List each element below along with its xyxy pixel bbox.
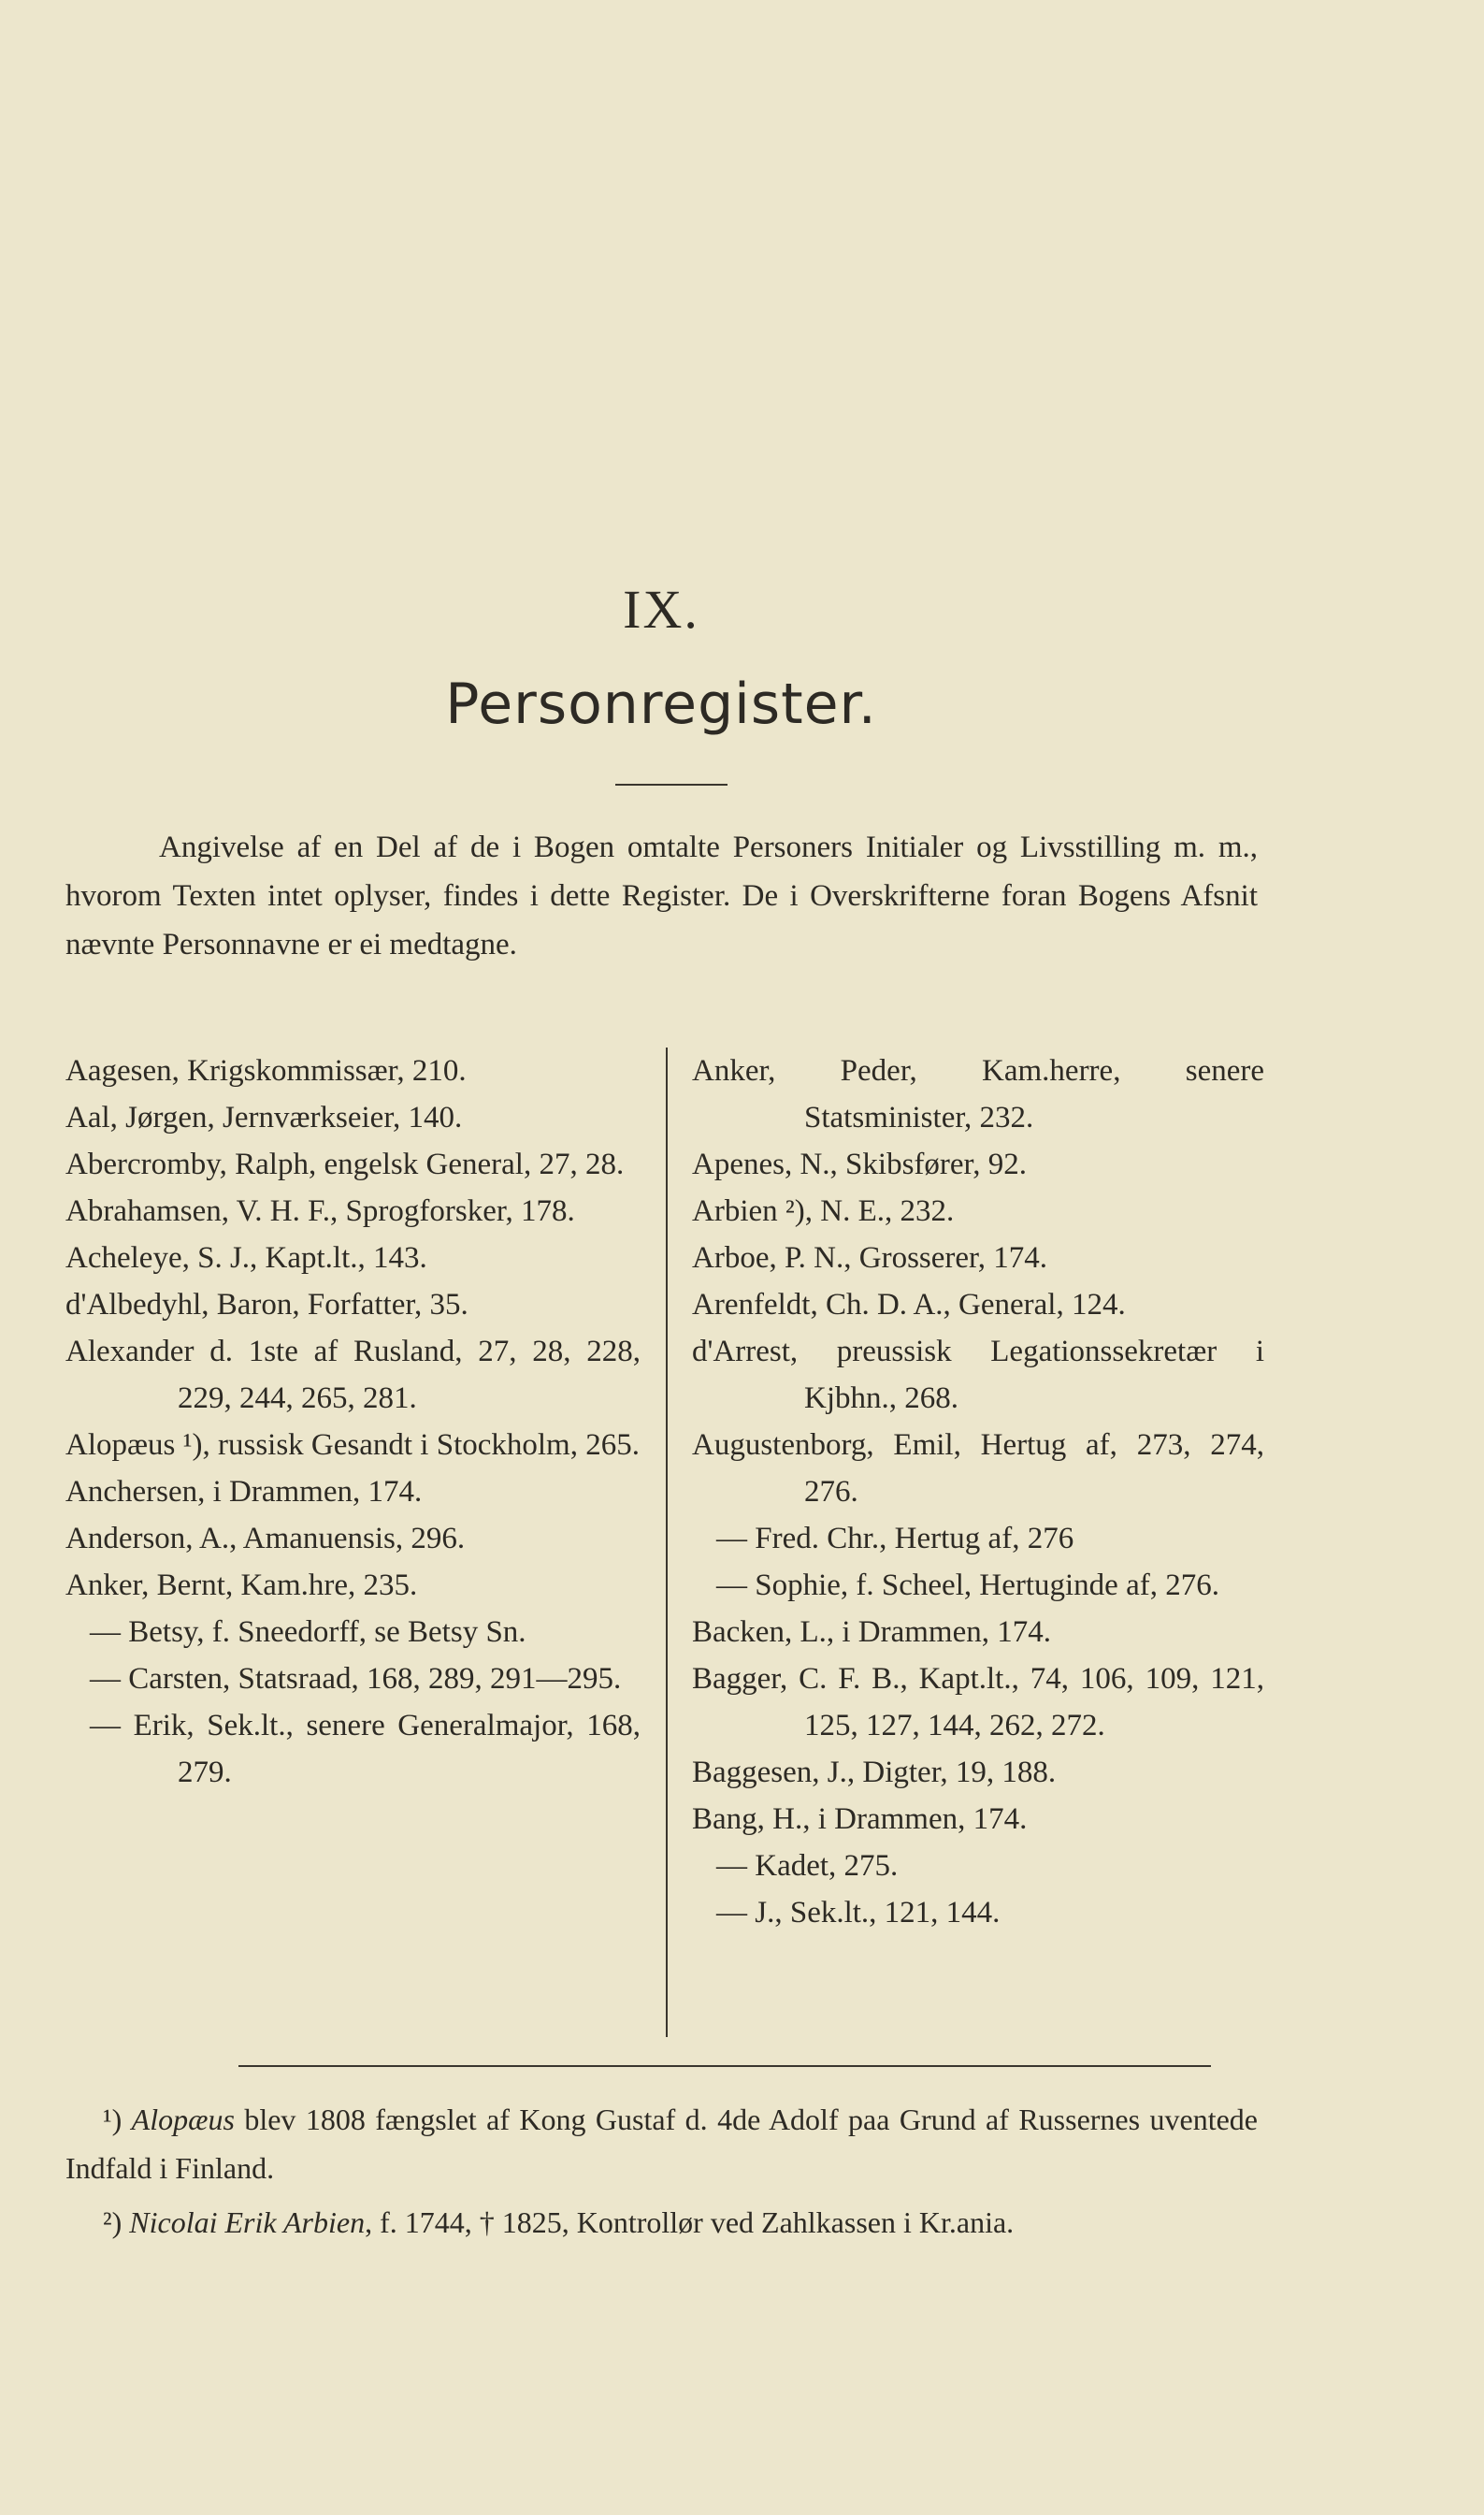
title-rule — [615, 784, 728, 786]
register-subentry: — Sophie, f. Scheel, Hertuginde af, 276. — [716, 1568, 1219, 1602]
column-divider — [666, 1048, 668, 2037]
register-entry: Arbien ²), N. E., 232. — [692, 1194, 955, 1228]
register-subentry: — Kadet, 275. — [716, 1849, 899, 1883]
register-entry: Baggesen, J., Digter, 19, 188. — [692, 1756, 1057, 1789]
register-subentry: — Carsten, Statsraad, 168, 289, 291—295. — [90, 1662, 622, 1696]
footnote-person-name: Alopæus — [131, 2103, 235, 2136]
footnotes — [65, 2095, 1258, 2252]
register-subentry: — Betsy, f. Sneedorff, se Betsy Sn. — [90, 1615, 526, 1649]
register-entry: Apenes, N., Skibsfører, 92. — [692, 1148, 1027, 1181]
footnote-mark: ¹) — [103, 2103, 132, 2136]
register-entry: Bagger, C. F. B., Kapt.lt., 74, 106, 109, 121, 125, 127, 144, 262, 272. — [692, 1662, 1264, 1742]
register-entry: Arboe, P. N., Grosserer, 174. — [692, 1241, 1047, 1275]
register-entry: Anderson, A., Amanuensis, 296. — [65, 1522, 466, 1555]
register-entry: Backen, L., i Drammen, 174. — [692, 1615, 1051, 1649]
register-entry: Abercromby, Ralph, engelsk General, 27, 28. — [65, 1148, 625, 1181]
register-entry: Anker, Bernt, Kam.hre, 235. — [65, 1568, 418, 1602]
footnote-person-name: Nicolai Erik Arbien — [129, 2205, 366, 2239]
footnote-text: blev 1808 fængslet af Kong Gustaf d. 4de Adolf paa Grund af Russernes uventede Indfald i Finland. — [65, 2103, 1259, 2185]
register-entry: Acheleye, S. J., Kapt.lt., 143. — [65, 1241, 427, 1275]
footnote — [65, 2198, 1258, 2247]
footnote-mark: ²) — [103, 2205, 130, 2239]
page-title: Personregister. — [445, 672, 877, 737]
register-entry: Alopæus ¹), russisk Gesandt i Stockholm, 265. — [65, 1428, 640, 1462]
register-column-left — [65, 1048, 641, 1796]
register-entry: Bang, H., i Drammen, 174. — [692, 1802, 1028, 1836]
register-entry: d'Albedyhl, Baron, Forfatter, 35. — [65, 1288, 468, 1322]
register-subentry: — Erik, Sek.lt., senere Generalmajor, 168, 279. — [90, 1709, 641, 1789]
register-entry: Alexander d. 1ste af Rusland, 27, 28, 228, 229, 244, 265, 281. — [65, 1335, 641, 1415]
footnote-text: , f. 1744, † 1825, Kontrollør ved Zahlkassen i Kr.ania. — [365, 2205, 1015, 2239]
register-entry: Arenfeldt, Ch. D. A., General, 124. — [692, 1288, 1126, 1322]
footnote — [65, 2095, 1258, 2192]
register-subentry: — J., Sek.lt., 121, 144. — [716, 1896, 1001, 1930]
chapter-number: IX. — [623, 579, 699, 640]
intro-text: Angivelse af en Del af de i Bogen omtalte Personers Initialer og Livsstilling m. m., hvorom Texten intet oplyser, findes i dette Register. De i Overskrifterne foran Bogens Afsnit nævnte Personnavne er ei medtagne. — [65, 831, 1258, 961]
register-entry: Aagesen, Krigskommissær, 210. — [65, 1054, 467, 1088]
register-entry: Abrahamsen, V. H. F., Sprogforsker, 178. — [65, 1194, 575, 1228]
register-column-right — [692, 1048, 1264, 1936]
register-entry: Anchersen, i Drammen, 174. — [65, 1475, 423, 1509]
register-entry: Aal, Jørgen, Jernværkseier, 140. — [65, 1101, 463, 1135]
register-subentry: — Fred. Chr., Hertug af, 276 — [716, 1522, 1074, 1555]
register-entry: d'Arrest, preussisk Legationssekretær i Kjbhn., 268. — [692, 1335, 1264, 1415]
register-entry: Augustenborg, Emil, Hertug af, 273, 274, 276. — [692, 1428, 1264, 1509]
footnote-rule — [238, 2065, 1211, 2067]
register-entry: Anker, Peder, Kam.herre, senere Statsminister, 232. — [692, 1054, 1264, 1135]
intro-paragraph — [65, 823, 1258, 969]
